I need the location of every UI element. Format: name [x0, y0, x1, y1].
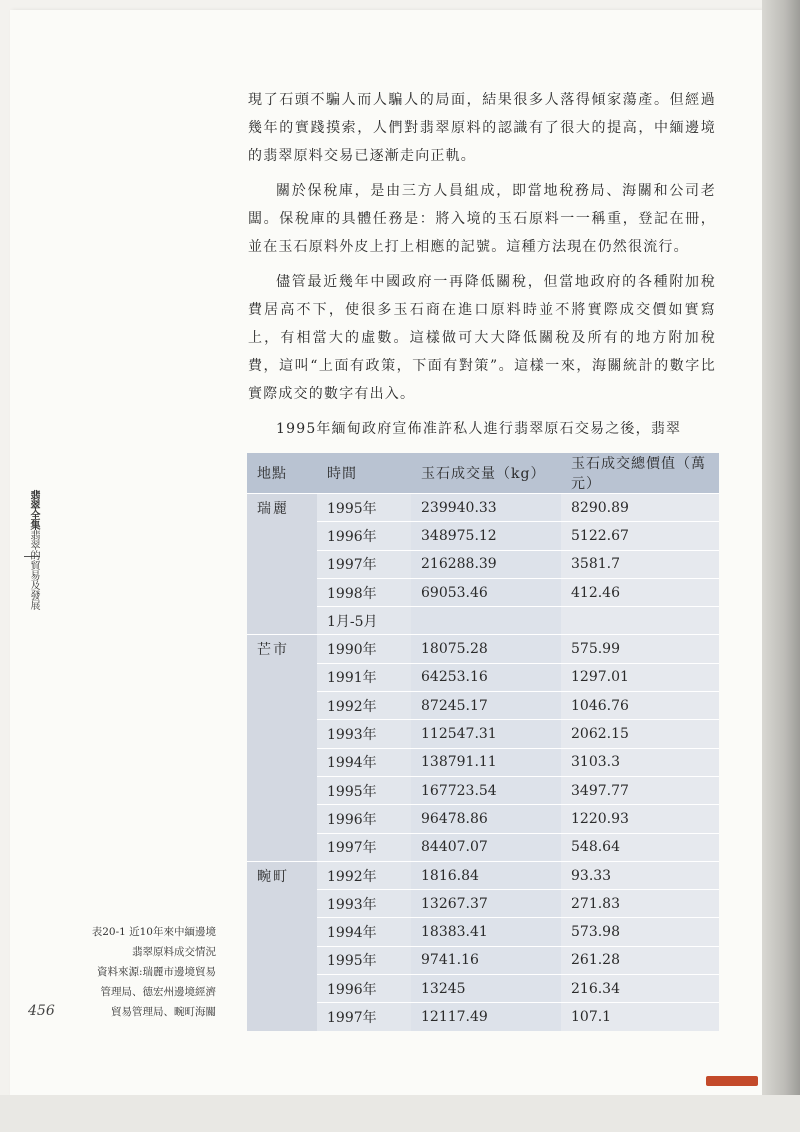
volume-cell: 216288.39 — [411, 550, 561, 578]
table-row — [247, 1003, 719, 1031]
region-cell: 瑞麗 — [247, 494, 317, 635]
caption-line-2: 翡翠原料成交情況 — [132, 946, 216, 958]
side-label — [26, 490, 40, 610]
year-cell: 1995年 — [317, 946, 411, 974]
year-cell: 1992年 — [317, 861, 411, 889]
table-row — [247, 494, 719, 522]
table-row — [247, 833, 719, 861]
value-cell: 261.28 — [561, 946, 719, 974]
scan-bottom-edge — [0, 1095, 800, 1132]
year-cell: 1997年 — [317, 550, 411, 578]
year-cell: 1992年 — [317, 692, 411, 720]
table-body — [247, 494, 719, 1031]
table-row — [247, 946, 719, 974]
year-cell: 1990年 — [317, 635, 411, 663]
chapter-title: 翡翠的貿易及發展 — [28, 530, 39, 610]
value-cell: 1297.01 — [561, 663, 719, 691]
value-cell: 3581.7 — [561, 550, 719, 578]
value-cell: 216.34 — [561, 975, 719, 1003]
table-header-row — [247, 453, 719, 494]
year-cell: 1991年 — [317, 663, 411, 691]
value-cell: 5122.67 — [561, 522, 719, 550]
body-text — [248, 86, 716, 450]
volume-cell: 18383.41 — [411, 918, 561, 946]
table-row — [247, 692, 719, 720]
value-cell: 93.33 — [561, 861, 719, 889]
caption-line-3: 資料來源:瑞麗市邊境貿易 — [96, 966, 216, 978]
caption-line-1: 表20-1 近10年來中緬邊境 — [91, 926, 216, 938]
table-row — [247, 805, 719, 833]
volume-cell: 138791.11 — [411, 748, 561, 776]
year-cell: 1996年 — [317, 975, 411, 1003]
year-cell: 1994年 — [317, 918, 411, 946]
value-cell: 2062.15 — [561, 720, 719, 748]
volume-cell: 64253.16 — [411, 663, 561, 691]
year-cell: 1月-5月 — [317, 607, 411, 635]
table-row — [247, 918, 719, 946]
page-number: 456 — [28, 1003, 55, 1019]
paragraph-3: 儘管最近幾年中國政府一再降低關稅，但當地政府的各種附加稅費居高不下，使很多玉石商在進口原料時並不將實際成交價如實寫上，有相當大的虛數。這樣做可大大降低關稅及所有的地方附加稅費，這叫“上面有政策，下面有對策”。這樣一來，海關統計的數字比實際成交的數字有出入。 — [248, 274, 716, 402]
year-cell: 1997年 — [317, 1003, 411, 1031]
volume-cell: 167723.54 — [411, 776, 561, 804]
value-cell: 3497.77 — [561, 776, 719, 804]
value-cell: 8290.89 — [561, 494, 719, 522]
volume-cell: 112547.31 — [411, 720, 561, 748]
table-row — [247, 635, 719, 663]
year-cell: 1996年 — [317, 805, 411, 833]
table-row — [247, 663, 719, 691]
year-cell: 1996年 — [317, 522, 411, 550]
region-cell: 畹町 — [247, 861, 317, 1030]
value-cell: 573.98 — [561, 918, 719, 946]
book-spine — [762, 0, 800, 1132]
value-cell: 548.64 — [561, 833, 719, 861]
year-cell: 1995年 — [317, 494, 411, 522]
jade-trade-table — [247, 453, 719, 1031]
red-sticker — [706, 1076, 758, 1086]
value-cell — [561, 607, 719, 635]
table-row — [247, 550, 719, 578]
paragraph-2: 關於保稅庫，是由三方人員組成，即當地稅務局、海關和公司老闆。保稅庫的具體任務是：將入境的玉石原料一一稱重，登記在冊，並在玉石原料外皮上打上相應的記號。這種方法現在仍然很流行。 — [248, 183, 716, 255]
volume-cell: 1816.84 — [411, 861, 561, 889]
caption-line-4: 管理局、德宏州邊境經濟 — [100, 986, 216, 998]
volume-cell: 13245 — [411, 975, 561, 1003]
table-row — [247, 776, 719, 804]
book-title: 翡翠全集 — [28, 490, 39, 530]
value-cell: 3103.3 — [561, 748, 719, 776]
year-cell: 1993年 — [317, 890, 411, 918]
year-cell: 1998年 — [317, 578, 411, 606]
caption-line-5: 貿易管理局、畹町海關 — [111, 1006, 216, 1018]
volume-cell: 84407.07 — [411, 833, 561, 861]
value-cell: 107.1 — [561, 1003, 719, 1031]
year-cell: 1993年 — [317, 720, 411, 748]
year-cell: 1997年 — [317, 833, 411, 861]
table-row — [247, 522, 719, 550]
region-cell: 芒市 — [247, 635, 317, 861]
table-row — [247, 720, 719, 748]
volume-cell: 87245.17 — [411, 692, 561, 720]
paragraph-1: 現了石頭不騙人而人騙人的局面，結果很多人落得傾家蕩產。但經過幾年的實踐摸索，人們對翡翠原料的認識有了很大的提高，中緬邊境的翡翠原料交易已逐漸走向正軌。 — [248, 92, 716, 164]
table-row — [247, 890, 719, 918]
value-cell: 271.83 — [561, 890, 719, 918]
value-cell: 575.99 — [561, 635, 719, 663]
header-location: 地點 — [247, 453, 317, 494]
table-row — [247, 975, 719, 1003]
table-row — [247, 578, 719, 606]
year-cell: 1995年 — [317, 776, 411, 804]
volume-cell: 348975.12 — [411, 522, 561, 550]
header-time: 時間 — [317, 453, 411, 494]
year-cell: 1994年 — [317, 748, 411, 776]
volume-cell: 96478.86 — [411, 805, 561, 833]
value-cell: 1220.93 — [561, 805, 719, 833]
table-caption — [68, 922, 216, 1022]
volume-cell: 9741.16 — [411, 946, 561, 974]
value-cell: 1046.76 — [561, 692, 719, 720]
volume-cell: 69053.46 — [411, 578, 561, 606]
table-row — [247, 607, 719, 635]
volume-cell: 239940.33 — [411, 494, 561, 522]
table-row — [247, 748, 719, 776]
volume-cell: 18075.28 — [411, 635, 561, 663]
volume-cell: 12117.49 — [411, 1003, 561, 1031]
header-volume: 玉石成交量（kg） — [411, 453, 561, 494]
table-row — [247, 861, 719, 889]
volume-cell: 13267.37 — [411, 890, 561, 918]
value-cell: 412.46 — [561, 578, 719, 606]
header-value: 玉石成交總價值（萬元） — [561, 453, 719, 494]
paragraph-4: 1995年緬甸政府宣佈准許私人進行翡翠原石交易之後，翡翠 — [276, 421, 682, 437]
volume-cell — [411, 607, 561, 635]
